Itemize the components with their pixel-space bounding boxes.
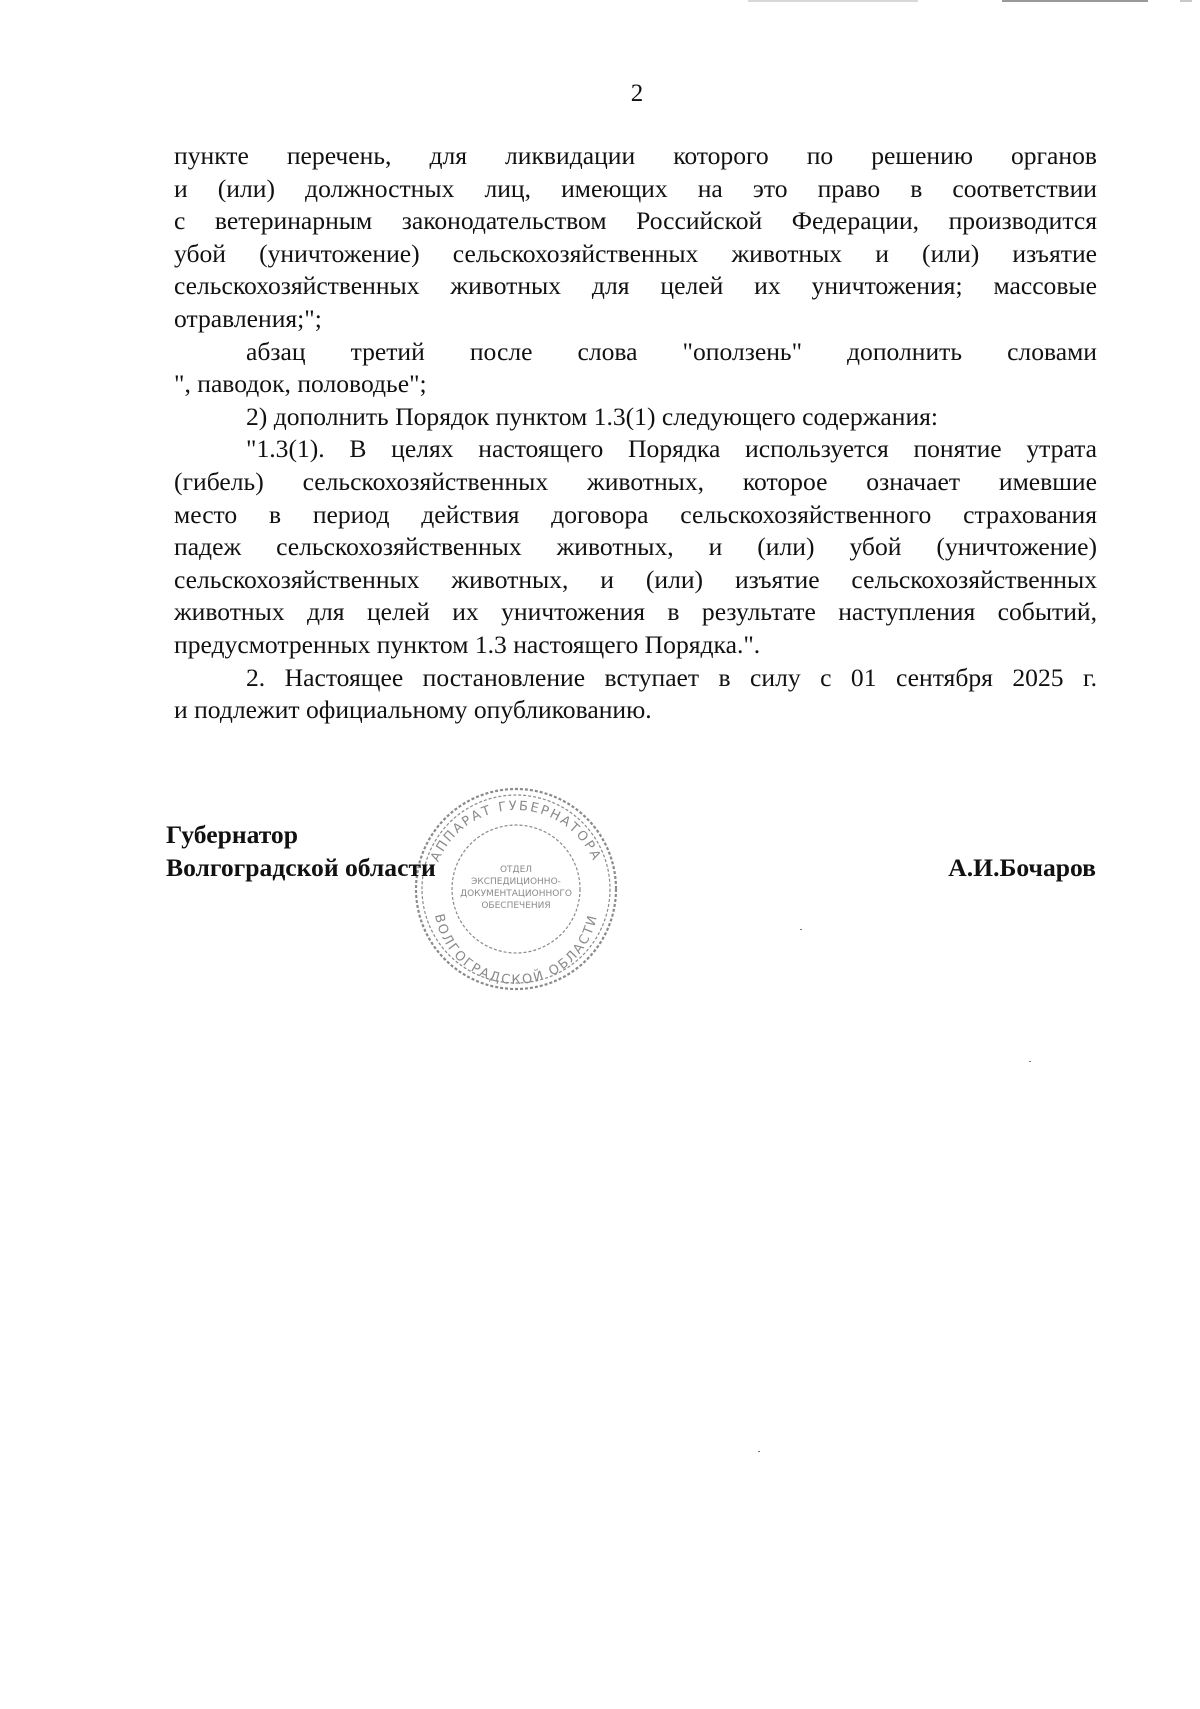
scan-speck bbox=[800, 929, 802, 930]
scan-speck bbox=[1029, 1061, 1031, 1062]
text-line: с ветеринарным законодательством Российской Федерации, производится bbox=[174, 206, 1097, 236]
paragraph bbox=[174, 401, 1097, 434]
paragraph bbox=[174, 336, 1097, 401]
document-body bbox=[174, 140, 1097, 727]
signer-name: А.И.Бочаров bbox=[948, 853, 1096, 882]
text-line: и подлежит официальному опубликованию. bbox=[174, 695, 652, 725]
scan-artifact bbox=[748, 0, 918, 2]
text-line: "1.3(1). В целях настоящего Порядка используется понятие утрата bbox=[246, 434, 1097, 464]
text-line: пункте перечень, для ликвидации которого по решению органов bbox=[174, 141, 1097, 170]
signer-position-line: Губернатор bbox=[166, 820, 298, 849]
text-line: 2. Настоящее постановление вступает в силу с 01 сентября 2025 г. bbox=[246, 662, 1097, 692]
svg-text:ВОЛГОГРАДСКОЙ ОБЛАСТИ: ВОЛГОГРАДСКОЙ ОБЛАСТИ bbox=[430, 912, 602, 989]
signature-block bbox=[166, 818, 1096, 938]
text-line: 2) дополнить Порядок пунктом 1.3(1) следующего содержания: bbox=[246, 401, 939, 431]
svg-text:АППАРАТ ГУБЕРНАТОРА: АППАРАТ ГУБЕРНАТОРА bbox=[428, 798, 604, 865]
text-line: падеж сельскохозяйственных животных, и (или) убой (уничтожение) bbox=[174, 532, 1097, 562]
signer-position-line: Волгоградской области bbox=[166, 853, 436, 882]
text-line: сельскохозяйственных животных, и (или) изъятие сельскохозяйственных bbox=[174, 564, 1097, 594]
signer-position bbox=[166, 818, 436, 884]
text-line: абзац третий после слова "оползень" дополнить словами bbox=[246, 336, 1097, 366]
scan-artifact bbox=[1180, 0, 1192, 2]
text-line: место в период действия договора сельскохозяйственного страхования bbox=[174, 499, 1097, 529]
seal-inner-text: ОТДЕЛ bbox=[499, 865, 533, 875]
text-line: ", паводок, половодье"; bbox=[174, 369, 427, 399]
text-line: сельскохозяйственных животных для целей их уничтожения; массовые bbox=[174, 271, 1097, 301]
paragraph bbox=[174, 140, 1097, 336]
paragraph bbox=[174, 662, 1097, 727]
text-line: отравления;"; bbox=[174, 303, 322, 333]
seal-inner-text: ДОКУМЕНТАЦИОННОГО bbox=[460, 889, 572, 899]
text-line: (гибель) сельскохозяйственных животных, которое означает имевшие bbox=[174, 466, 1097, 496]
scan-artifact bbox=[1002, 0, 1148, 2]
paragraph bbox=[174, 433, 1097, 661]
text-line: животных для целей их уничтожения в результате наступления событий, bbox=[174, 597, 1097, 627]
seal-inner-text: ОБЕСПЕЧЕНИЯ bbox=[481, 901, 551, 911]
text-line: предусмотренных пунктом 1.3 настоящего Порядка.". bbox=[174, 629, 761, 659]
text-line: убой (уничтожение) сельскохозяйственных животных и (или) изъятие bbox=[174, 238, 1097, 268]
page-number: 2 bbox=[630, 80, 644, 107]
text-line: и (или) должностных лиц, имеющих на это право в соответствии bbox=[174, 173, 1097, 203]
scan-speck bbox=[758, 1451, 760, 1452]
seal-inner-text: ЭКСПЕДИЦИОННО- bbox=[471, 877, 561, 887]
